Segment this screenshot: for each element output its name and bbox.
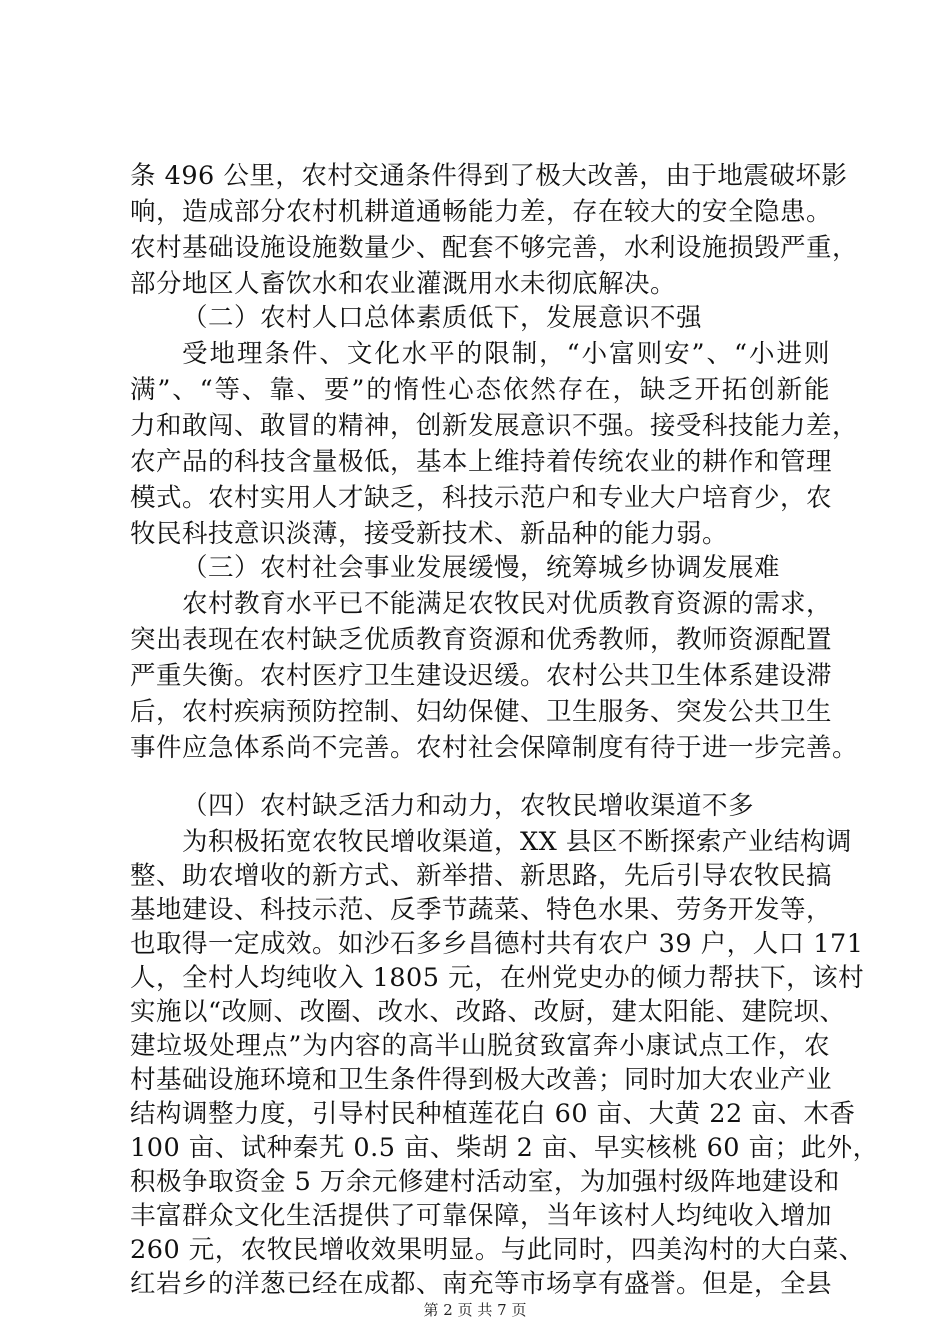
text-line: 模式。农村实用人才缺乏，科技示范户和专业大户培育少，农 <box>130 483 833 513</box>
text-line: 满”、“等、靠、要”的惰性心态依然存在，缺乏开拓创新能 <box>130 375 830 405</box>
text-line: 条 496 公里，农村交通条件得到了极大改善，由于地震破坏影 <box>130 161 848 191</box>
text-line: 结构调整力度，引导村民种植莲花白 60 亩、大黄 22 亩、木香 <box>130 1099 856 1129</box>
text-line: 也取得一定成效。如沙石多乡昌德村共有农户 39 户，人口 171 <box>130 929 864 959</box>
text-line: 农村教育水平已不能满足农牧民对优质教育资源的需求， <box>182 589 833 619</box>
section-heading: （三）农村社会事业发展缓慢，统筹城乡协调发展难 <box>182 553 781 583</box>
text-line: 为积极拓宽农牧民增收渠道，XX 县区不断探索产业结构调 <box>182 827 852 857</box>
text-line: 整、助农增收的新方式、新举措、新思路，先后引导农牧民搞 <box>130 861 833 891</box>
page-number-footer: 第 2 页 共 7 页 <box>423 1301 527 1319</box>
text-line: 丰富群众文化生活提供了可靠保障，当年该村人均纯收入增加 <box>130 1201 833 1231</box>
text-line: 建垃圾处理点”为内容的高半山脱贫致富奔小康试点工作，农 <box>130 1031 830 1061</box>
text-line: 红岩乡的洋葱已经在成都、南充等市场享有盛誉。但是，全县 <box>130 1269 833 1299</box>
text-line: 260 元，农牧民增收效果明显。与此同时，四美沟村的大白菜、 <box>130 1235 865 1265</box>
text-line: 响，造成部分农村机耕道通畅能力差，存在较大的安全隐患。 <box>130 197 833 227</box>
section-heading: （四）农村缺乏活力和动力，农牧民增收渠道不多 <box>182 791 755 821</box>
text-line: 突出表现在农村缺乏优质教育资源和优秀教师，教师资源配置 <box>130 625 833 655</box>
text-line: 农产品的科技含量极低，基本上维持着传统农业的耕作和管理 <box>130 447 833 477</box>
text-line: 100 亩、试种秦艽 0.5 亩、柴胡 2 亩、早实核桃 60 亩；此外， <box>130 1133 879 1163</box>
text-line: 事件应急体系尚不完善。农村社会保障制度有待于进一步完善。 <box>130 733 859 763</box>
text-line: 力和敢闯、敢冒的精神，创新发展意识不强。接受科技能力差， <box>130 411 859 441</box>
text-line: 村基础设施环境和卫生条件得到极大改善；同时加大农业产业 <box>130 1065 833 1095</box>
text-line: 严重失衡。农村医疗卫生建设迟缓。农村公共卫生体系建设滞 <box>130 661 833 691</box>
text-line: 积极争取资金 5 万余元修建村活动室，为加强村级阵地建设和 <box>130 1167 840 1197</box>
text-line: 牧民科技意识淡薄，接受新技术、新品种的能力弱。 <box>130 519 729 549</box>
text-line: 后，农村疾病预防控制、妇幼保健、卫生服务、突发公共卫生 <box>130 697 833 727</box>
text-line: 部分地区人畜饮水和农业灌溉用水未彻底解决。 <box>130 269 677 299</box>
text-line: 基地建设、科技示范、反季节蔬菜、特色水果、劳务开发等， <box>130 895 833 925</box>
section-heading: （二）农村人口总体素质低下，发展意识不强 <box>182 303 703 333</box>
text-line: 人，全村人均纯收入 1805 元，在州党史办的倾力帮扶下，该村 <box>130 963 865 993</box>
text-line: 受地理条件、文化水平的限制，“小富则安”、“小进则 <box>182 339 830 369</box>
text-line: 实施以“改厕、改圈、改水、改路、改厨，建太阳能、建院坝、 <box>130 997 846 1027</box>
text-line: 农村基础设施设施数量少、配套不够完善，水利设施损毁严重， <box>130 233 859 263</box>
